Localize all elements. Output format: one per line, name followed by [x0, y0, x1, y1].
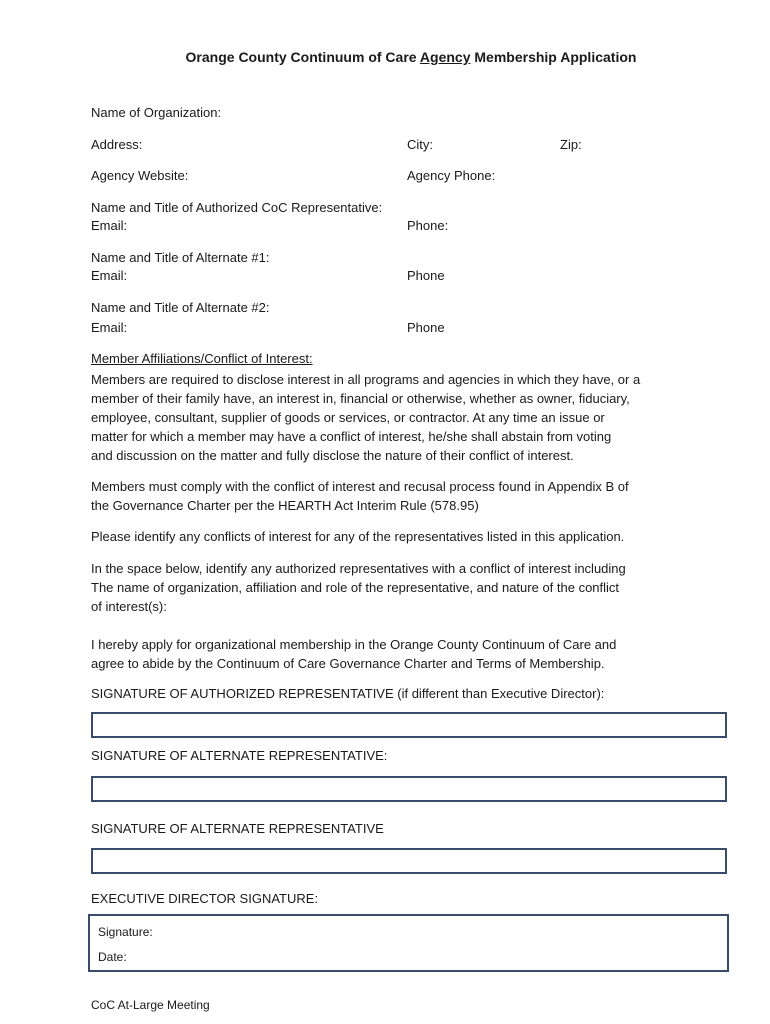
- executive-signature-label: EXECUTIVE DIRECTOR SIGNATURE:: [91, 891, 319, 906]
- exec-date-field-label: Date:: [98, 950, 127, 964]
- rep-phone-label: Phone:: [407, 218, 449, 233]
- title-underlined-word: Agency: [419, 49, 471, 65]
- org-name-label: Name of Organization:: [91, 105, 222, 120]
- alternate2-signature-field[interactable]: [91, 848, 727, 874]
- alt1-email-label: Email:: [91, 268, 128, 283]
- alt1-title-label: Name and Title of Alternate #1:: [91, 250, 270, 265]
- paragraph-line: employee, consultant, supplier of goods or services, or contractor. At any time an issue or: [91, 410, 605, 425]
- conflict-heading: Member Affiliations/Conflict of Interest:: [91, 351, 313, 366]
- paragraph-line: the Governance Charter per the HEARTH Act Interim Rule (578.95): [91, 498, 479, 513]
- alternate1-signature-field[interactable]: [91, 776, 727, 802]
- address-label: Address:: [91, 137, 143, 152]
- exec-signature-field-label: Signature:: [98, 925, 153, 939]
- paragraph-line: of interest(s):: [91, 599, 167, 614]
- paragraph-line: In the space below, identify any authorized representatives with a conflict of interest including: [91, 561, 626, 576]
- conflict-paragraph-4: [91, 559, 691, 616]
- conflict-paragraph-1: [91, 370, 691, 465]
- authorized-signature-label: SIGNATURE OF AUTHORIZED REPRESENTATIVE (if different than Executive Director):: [91, 686, 605, 701]
- page-title: [0, 49, 770, 65]
- paragraph-line: Please identify any conflicts of interest for any of the representatives listed in this application.: [91, 529, 625, 544]
- paragraph-line: Members are required to disclose interest in all programs and agencies in which they have, or a: [91, 372, 641, 387]
- title-suffix: Membership Application: [470, 49, 637, 65]
- declaration-paragraph: [91, 635, 691, 673]
- paragraph-line: matter for which a member may have a conflict of interest, he/she shall abstain from voting: [91, 429, 612, 444]
- alt1-phone-label: Phone: [407, 268, 445, 283]
- agency-phone-label: Agency Phone:: [407, 168, 496, 183]
- authorized-signature-field[interactable]: [91, 712, 727, 738]
- zip-label: Zip:: [560, 137, 582, 152]
- conflict-paragraph-3: [91, 527, 691, 546]
- footer-text: CoC At-Large Meeting: [91, 998, 210, 1012]
- city-label: City:: [407, 137, 433, 152]
- alt2-phone-label: Phone: [407, 320, 445, 335]
- alternate1-signature-label: SIGNATURE OF ALTERNATE REPRESENTATIVE:: [91, 748, 388, 763]
- executive-signature-box[interactable]: [88, 914, 729, 972]
- rep-title-label: Name and Title of Authorized CoC Representative:: [91, 200, 383, 215]
- paragraph-line: member of their family have, an interest in, financial or otherwise, whether as owner, fiduciary,: [91, 391, 630, 406]
- title-prefix: Orange County Continuum of Care: [185, 49, 420, 65]
- paragraph-line: I hereby apply for organizational membership in the Orange County Continuum of Care and: [91, 637, 617, 652]
- alt2-title-label: Name and Title of Alternate #2:: [91, 300, 270, 315]
- alt2-email-label: Email:: [91, 320, 128, 335]
- paragraph-line: Members must comply with the conflict of interest and recusal process found in Appendix B of: [91, 479, 629, 494]
- alternate2-signature-label: SIGNATURE OF ALTERNATE REPRESENTATIVE: [91, 821, 384, 836]
- website-label: Agency Website:: [91, 168, 189, 183]
- paragraph-line: and discussion on the matter and fully disclose the nature of their conflict of interest.: [91, 448, 574, 463]
- rep-email-label: Email:: [91, 218, 128, 233]
- paragraph-line: agree to abide by the Continuum of Care Governance Charter and Terms of Membership.: [91, 656, 605, 671]
- paragraph-line: The name of organization, affiliation and role of the representative, and nature of the conflict: [91, 580, 620, 595]
- conflict-paragraph-2: [91, 477, 691, 515]
